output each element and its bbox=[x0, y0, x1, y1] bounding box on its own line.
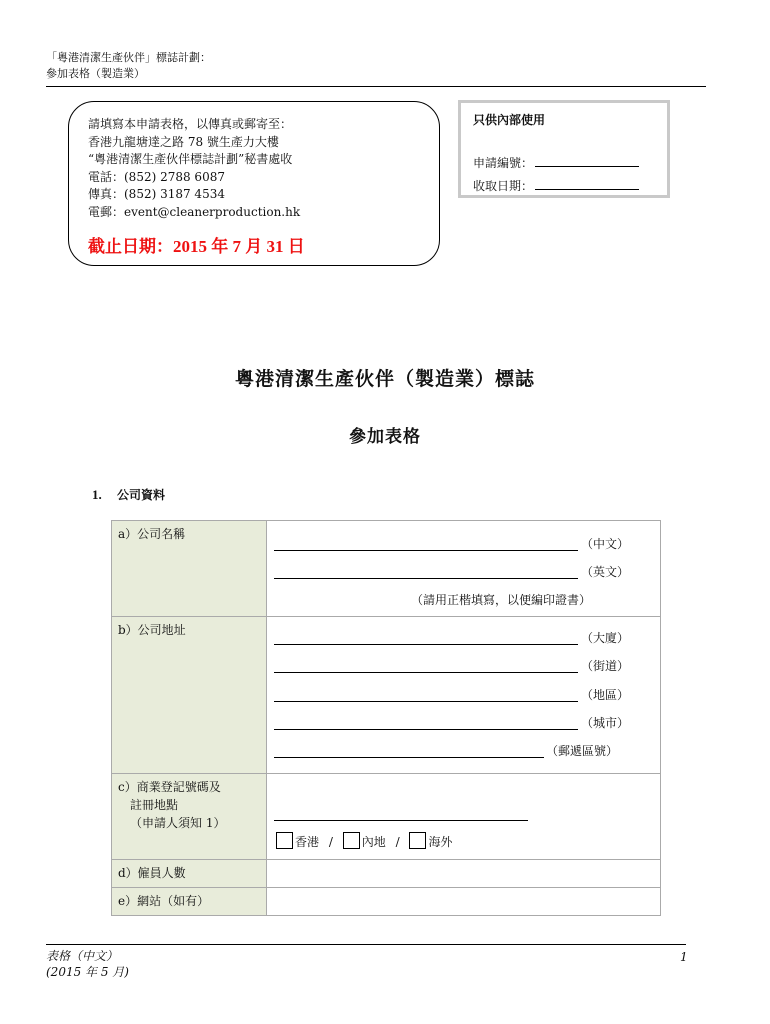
table-row bbox=[112, 774, 661, 860]
company-name-label: a）公司名稱 bbox=[112, 521, 267, 617]
postcode-hint: （郵遞區號） bbox=[546, 744, 619, 758]
secretariat-line: “粵港清潔生產伙伴標誌計劃”秘書處收 bbox=[88, 152, 293, 166]
website-field[interactable] bbox=[267, 888, 661, 916]
document-header bbox=[46, 50, 211, 82]
submission-instructions bbox=[88, 116, 300, 221]
city-hint: （城市） bbox=[581, 716, 630, 730]
deadline-text: 截止日期：2015 年 7 月 31 日 bbox=[88, 237, 305, 256]
registration-place-options bbox=[276, 832, 452, 850]
street-field[interactable] bbox=[274, 672, 578, 673]
phone-line: 電話：(852) 2788 6087 bbox=[88, 169, 225, 184]
table-row bbox=[112, 521, 661, 617]
building-field[interactable] bbox=[274, 644, 578, 645]
district-hint: （地區） bbox=[581, 688, 630, 702]
hk-checkbox[interactable] bbox=[276, 832, 293, 849]
street-hint: （街道） bbox=[581, 659, 630, 673]
table-row bbox=[112, 888, 661, 916]
overseas-checkbox[interactable] bbox=[409, 832, 426, 849]
applicant-notes-ref[interactable]: （申請人須知 1） bbox=[130, 816, 226, 830]
footer-divider bbox=[46, 944, 686, 945]
option-separator: / bbox=[395, 835, 400, 849]
company-address-label: b）公司地址 bbox=[112, 617, 267, 774]
table-row bbox=[112, 860, 661, 888]
chinese-hint: （中文） bbox=[581, 537, 630, 551]
section-title: 公司資料 bbox=[117, 488, 166, 502]
table-row bbox=[112, 617, 661, 774]
footer-info bbox=[46, 948, 129, 980]
email-line[interactable]: 電郵：event@cleanerproduction.hk bbox=[88, 204, 301, 219]
fax-line: 傳真：(852) 3187 4534 bbox=[88, 187, 225, 201]
page-number: 1 bbox=[680, 950, 688, 964]
employee-count-label: d）僱員人數 bbox=[112, 860, 267, 888]
section-number: 1. bbox=[92, 487, 102, 502]
company-name-cell bbox=[267, 521, 661, 617]
option-separator: / bbox=[328, 835, 333, 849]
hk-label: 香港 bbox=[295, 835, 320, 849]
header-scheme-name: 「粵港清潔生產伙伴」標誌計劃： bbox=[46, 51, 211, 64]
application-number-row bbox=[473, 154, 639, 171]
english-hint: （英文） bbox=[581, 565, 630, 579]
website-label: e）網站（如有） bbox=[112, 888, 267, 916]
company-info-table bbox=[111, 520, 661, 916]
city-field[interactable] bbox=[274, 729, 578, 730]
received-date-row bbox=[473, 177, 639, 194]
building-hint: （大廈） bbox=[581, 631, 630, 645]
business-registration-label bbox=[112, 774, 267, 860]
section-heading bbox=[92, 486, 165, 503]
employee-count-field[interactable] bbox=[267, 860, 661, 888]
print-note: （請用正楷填寫，以便編印證書） bbox=[411, 593, 592, 607]
header-form-type: 參加表格（製造業） bbox=[46, 67, 145, 80]
application-number-label: 申請編號： bbox=[473, 156, 534, 170]
company-address-cell bbox=[267, 617, 661, 774]
business-registration-cell bbox=[267, 774, 661, 860]
business-registration-label-line2: 註冊地點 bbox=[130, 798, 179, 812]
company-name-chinese-field[interactable] bbox=[274, 550, 578, 551]
application-number-field[interactable] bbox=[535, 154, 639, 167]
mainland-checkbox[interactable] bbox=[343, 832, 360, 849]
mainland-label: 內地 bbox=[361, 835, 386, 849]
office-use-title: 只供內部使用 bbox=[473, 113, 546, 127]
company-name-english-field[interactable] bbox=[274, 578, 578, 579]
form-title: 粵港清潔生產伙伴（製造業）標誌 bbox=[234, 368, 535, 390]
business-registration-number-field[interactable] bbox=[274, 820, 528, 821]
business-registration-label-line1: c）商業登記號碼及 bbox=[118, 780, 221, 794]
header-divider bbox=[46, 86, 706, 87]
district-field[interactable] bbox=[274, 701, 578, 702]
address-line: 香港九龍塘達之路 78 號生產力大樓 bbox=[88, 134, 279, 149]
overseas-label: 海外 bbox=[428, 835, 453, 849]
received-date-label: 收取日期： bbox=[473, 179, 534, 193]
received-date-field[interactable] bbox=[535, 177, 639, 190]
footer-date: (2015 年 5 月) bbox=[46, 965, 129, 979]
instruction-line: 請填寫本申請表格，以傳真或郵寄至： bbox=[88, 117, 293, 131]
footer-form-label: 表格（中文） bbox=[46, 949, 119, 963]
postcode-field[interactable] bbox=[274, 757, 544, 758]
form-subtitle: 參加表格 bbox=[349, 427, 421, 447]
